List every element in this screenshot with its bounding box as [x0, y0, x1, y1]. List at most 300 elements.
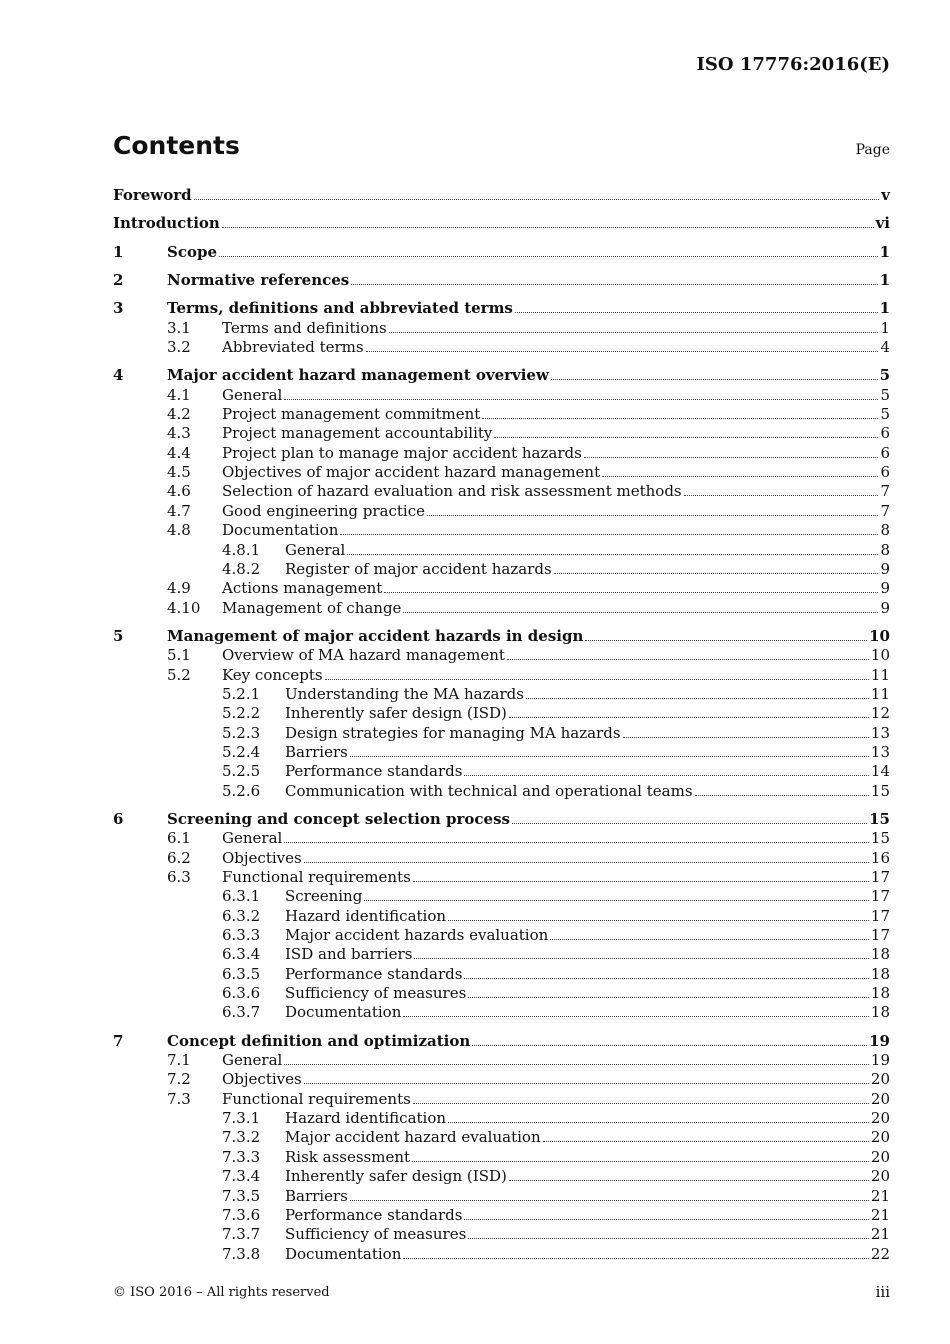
toc-entry[interactable]: [113, 521, 890, 540]
toc-entry-title[interactable]: General: [222, 829, 283, 848]
dot-leader: [325, 666, 869, 680]
toc-entry-line: [285, 560, 890, 579]
toc-entry-page: 9: [880, 598, 890, 617]
toc-entry-number: 6: [113, 809, 124, 828]
toc-entry-title[interactable]: Design strategies for managing MA hazards: [285, 723, 621, 742]
toc-entry-number: 4.6: [167, 482, 191, 501]
toc-entry-number: 6.3.2: [222, 906, 261, 925]
toc-entry-title[interactable]: Actions management: [222, 579, 383, 598]
dot-leader: [551, 366, 878, 380]
toc-entry-page: 1: [880, 318, 890, 337]
toc-entry-page: 17: [870, 906, 890, 925]
dot-leader: [304, 849, 869, 863]
toc-entry-page: 20: [870, 1109, 890, 1128]
toc-entry-line: [222, 666, 890, 685]
toc-entry-title[interactable]: Normative references: [167, 271, 350, 290]
toc-entry-number: 4.3: [167, 424, 191, 443]
toc-entry[interactable]: [113, 926, 890, 945]
toc-entry-title[interactable]: Terms and definitions: [222, 318, 387, 337]
dot-leader: [526, 685, 869, 699]
dot-leader: [340, 521, 878, 535]
toc-entry-line: [285, 743, 890, 762]
toc-entry-number: 6.3.7: [222, 1003, 261, 1022]
toc-entry[interactable]: [113, 1051, 890, 1070]
toc-entry-line: [167, 366, 890, 385]
toc-entry-title[interactable]: Major accident hazards evaluation: [285, 926, 549, 945]
toc-entry-line: [222, 482, 890, 501]
dot-leader: [351, 271, 877, 285]
toc-entry-line: [167, 810, 890, 829]
toc-entry-title[interactable]: Abbreviated terms: [222, 338, 364, 357]
toc-entry-title[interactable]: Project plan to manage major accident hazards: [222, 443, 582, 462]
dot-leader: [194, 186, 880, 200]
toc-entry-number: 4.9: [167, 579, 191, 598]
toc-entry-title[interactable]: Major accident hazard management overview: [167, 366, 549, 385]
toc-entry-page: 20: [870, 1167, 890, 1186]
toc-entry-line: [285, 685, 890, 704]
dot-leader: [507, 646, 869, 660]
dot-leader: [304, 1070, 869, 1084]
toc-entry-title[interactable]: Management of change: [222, 598, 402, 617]
toc-entry-page: 17: [870, 926, 890, 945]
toc-entry-title[interactable]: Project management accountability: [222, 424, 493, 443]
toc-entry-title[interactable]: Overview of MA hazard management: [222, 646, 505, 665]
toc-entry-page: 17: [870, 868, 890, 886]
toc-entry-title[interactable]: Inherently safer design (ISD): [285, 704, 507, 723]
toc-entry[interactable]: [113, 1128, 890, 1147]
toc-entry-number: 6.3.5: [222, 964, 261, 983]
toc-entry-line: [222, 1090, 890, 1109]
toc-entry[interactable]: [113, 945, 890, 964]
toc-entry-title[interactable]: Objectives: [222, 848, 302, 867]
dot-leader: [550, 926, 869, 940]
toc-entry-page: 20: [870, 1128, 890, 1147]
toc-entry-title[interactable]: Sufficiency of measures: [285, 984, 467, 1003]
toc-entry-line: [285, 1225, 890, 1244]
toc-entry-number: 7.3.3: [222, 1147, 261, 1166]
dot-leader: [219, 243, 878, 257]
toc-entry-title[interactable]: General: [285, 540, 346, 559]
toc-entry-title[interactable]: Introduction: [113, 214, 220, 233]
toc-entry-number: 5.2.3: [222, 723, 261, 742]
toc-entry-number: 5.2.2: [222, 704, 261, 723]
toc-entry[interactable]: [113, 463, 890, 482]
dot-leader: [284, 1051, 869, 1065]
toc-entry[interactable]: [113, 319, 890, 338]
toc-entry-line: [285, 1148, 890, 1167]
toc-entry[interactable]: [113, 724, 890, 743]
toc-entry[interactable]: [113, 965, 890, 984]
toc-entry-line: [222, 386, 890, 405]
toc-entry-page: 6: [880, 443, 890, 462]
toc-entry-page: 17: [870, 887, 890, 906]
toc-entry-line: [222, 868, 890, 887]
toc-entry-title[interactable]: Risk assessment: [285, 1147, 411, 1166]
toc-entry-number: 3: [113, 299, 124, 318]
toc-entry-line: [285, 1245, 890, 1264]
toc-entry-page: 1: [879, 242, 890, 261]
toc-entry-title[interactable]: Key concepts: [222, 665, 323, 684]
toc-entry-title[interactable]: Terms, definitions and abbreviated terms: [167, 299, 513, 318]
toc-entry[interactable]: [113, 762, 890, 781]
toc-entry-line: [285, 926, 890, 945]
toc-entry[interactable]: [113, 868, 890, 887]
dot-leader: [384, 579, 878, 593]
toc-entry-page: 12: [870, 704, 890, 723]
toc-entry-page: 11: [870, 665, 890, 684]
toc-entry-number: 7.3.1: [222, 1109, 261, 1128]
toc-entry-page: 13: [870, 742, 890, 761]
toc-entry[interactable]: [113, 1070, 890, 1089]
toc-entry[interactable]: [113, 579, 890, 598]
toc-entry-title[interactable]: Barriers: [285, 742, 348, 761]
dot-leader: [448, 1109, 869, 1123]
toc-entry-line: [167, 627, 890, 646]
toc-entry-line: [222, 444, 890, 463]
dot-leader: [515, 299, 878, 313]
toc-entry-line: [113, 186, 890, 205]
toc-entry-number: 5: [113, 626, 124, 645]
toc-entry-line: [285, 724, 890, 743]
toc-entry[interactable]: [113, 541, 890, 560]
toc-entry[interactable]: [113, 186, 890, 205]
toc-entry-page: 11: [870, 684, 890, 703]
toc-entry-title[interactable]: General: [222, 385, 283, 404]
toc-entry-number: 4.10: [167, 598, 201, 617]
toc-entry-line: [167, 271, 890, 290]
toc-entry[interactable]: [113, 338, 890, 357]
toc-entry-line: [222, 646, 890, 665]
toc-entry-title[interactable]: Performance standards: [285, 762, 463, 781]
toc-entry-page: 8: [880, 540, 890, 559]
toc-entry-number: 6.3.6: [222, 984, 261, 1003]
toc-entry[interactable]: [113, 1003, 890, 1022]
toc-entry[interactable]: [113, 243, 890, 262]
dot-leader: [554, 560, 879, 574]
toc-entry-title[interactable]: Barriers: [285, 1186, 348, 1205]
toc-entry[interactable]: [113, 1148, 890, 1167]
toc-entry-line: [285, 965, 890, 984]
toc-entry-page: 21: [870, 1225, 890, 1244]
toc-entry-line: [167, 299, 890, 318]
toc-entry-number: 7.3.7: [222, 1225, 261, 1244]
toc-entry[interactable]: [113, 782, 890, 801]
toc-entry-number: 7: [113, 1031, 124, 1050]
toc-entry-number: 4.8.2: [222, 559, 261, 578]
toc-entry-number: 4.8: [167, 521, 191, 540]
page-column-label: Page: [855, 142, 890, 158]
toc-entry[interactable]: [113, 685, 890, 704]
toc-entry-number: 5.2: [167, 665, 191, 684]
dot-leader: [684, 482, 879, 496]
toc-entry[interactable]: [113, 1109, 890, 1128]
toc-entry-title[interactable]: Documentation: [285, 1244, 402, 1263]
toc-entry[interactable]: [113, 907, 890, 926]
toc-entry-page: vi: [875, 214, 890, 233]
toc-entry-line: [285, 984, 890, 1003]
dot-leader: [602, 463, 878, 477]
toc-entry-number: 5.2.5: [222, 762, 261, 781]
toc-entry-number: 6.3.1: [222, 887, 261, 906]
toc-entry-number: 4.8.1: [222, 540, 261, 559]
toc-entry-line: [285, 1206, 890, 1225]
toc-entry-line: [285, 907, 890, 926]
dot-leader: [284, 829, 869, 843]
toc-entry-page: 18: [870, 984, 890, 1003]
dot-leader: [448, 907, 869, 921]
dot-leader: [222, 214, 874, 228]
toc-entry-number: 2: [113, 271, 124, 290]
dot-leader: [427, 502, 878, 516]
copyright-notice: © ISO 2016 – All rights reserved: [113, 1285, 330, 1300]
dot-leader: [413, 1090, 869, 1104]
toc-entry-title[interactable]: Project management commitment: [222, 405, 481, 424]
toc-entry[interactable]: [113, 810, 890, 829]
dot-leader: [623, 724, 869, 738]
toc-entry-page: 1: [879, 271, 890, 290]
dot-leader: [412, 1148, 869, 1162]
toc-entry-number: 4.7: [167, 501, 191, 520]
toc-entry-number: 4.1: [167, 385, 191, 404]
dot-leader: [403, 599, 878, 613]
toc-entry-line: [285, 1003, 890, 1022]
toc-entry[interactable]: [113, 386, 890, 405]
toc-entry-page: 16: [870, 848, 890, 867]
toc-entry-page: 7: [880, 482, 890, 501]
toc-entry-line: [285, 1128, 890, 1147]
toc-entry[interactable]: [113, 1032, 890, 1051]
toc-entry-number: 7.3.8: [222, 1244, 261, 1263]
toc-entry[interactable]: [113, 214, 890, 233]
toc-entry-page: 19: [869, 1031, 890, 1050]
toc-entry-number: 7.3: [167, 1089, 191, 1108]
toc-entry-title[interactable]: Sufficiency of measures: [285, 1225, 467, 1244]
toc-entry-title[interactable]: Inherently safer design (ISD): [285, 1167, 507, 1186]
dot-leader: [695, 782, 869, 796]
toc-entry[interactable]: [113, 627, 890, 646]
toc-entry-page: 8: [880, 521, 890, 540]
toc-entry-line: [222, 521, 890, 540]
toc-entry-title[interactable]: Functional requirements: [222, 868, 411, 886]
dot-leader: [413, 868, 869, 882]
toc-entry[interactable]: [113, 1167, 890, 1186]
dot-leader: [468, 1225, 869, 1239]
toc-entry-number: 6.1: [167, 829, 191, 848]
toc-entry-page: 21: [870, 1205, 890, 1224]
toc-entry[interactable]: [113, 1187, 890, 1206]
toc-entry-number: 5.2.4: [222, 742, 261, 761]
toc-entry-title[interactable]: Performance standards: [285, 1205, 463, 1224]
toc-entry-number: 4.5: [167, 463, 191, 482]
toc-entry-page: 15: [869, 809, 890, 828]
toc-entry[interactable]: [113, 444, 890, 463]
toc-entry-number: 5.2.1: [222, 684, 261, 703]
toc-entry[interactable]: [113, 1245, 890, 1264]
dot-leader: [347, 541, 878, 555]
dot-leader: [389, 319, 879, 333]
toc-entry-title[interactable]: Understanding the MA hazards: [285, 684, 524, 703]
toc-entry-line: [113, 214, 890, 233]
dot-leader: [350, 743, 869, 757]
toc-entry[interactable]: [113, 424, 890, 443]
toc-entry-line: [222, 599, 890, 618]
dot-leader: [403, 1003, 869, 1017]
toc-entry-title[interactable]: Documentation: [222, 521, 339, 540]
toc-entry-title[interactable]: Functional requirements: [222, 1089, 411, 1108]
toc-entry-page: 4: [880, 338, 890, 357]
toc-entry[interactable]: [113, 704, 890, 723]
toc-entry-page: 10: [870, 646, 890, 665]
toc-entry-number: 7.2: [167, 1070, 191, 1089]
toc-entry-number: 1: [113, 242, 124, 261]
toc-entry[interactable]: [113, 405, 890, 424]
toc-entry-line: [167, 243, 890, 262]
toc-entry-title[interactable]: Documentation: [285, 1003, 402, 1022]
toc-entry-title[interactable]: Objectives of major accident hazard management: [222, 463, 601, 482]
page-number: iii: [875, 1283, 890, 1301]
document-id: ISO 17776:2016(E): [696, 54, 890, 75]
toc-entry-page: 5: [880, 385, 890, 404]
toc-entry[interactable]: [113, 599, 890, 618]
toc-entry-title[interactable]: Register of major accident hazards: [285, 559, 552, 578]
toc-entry-title[interactable]: Good engineering practice: [222, 501, 425, 520]
toc-entry-number: 7.3.2: [222, 1128, 261, 1147]
toc-entry-number: 6.3: [167, 868, 191, 886]
toc-entry-page: 18: [870, 964, 890, 983]
toc-entry-line: [285, 1187, 890, 1206]
toc-entry-line: [167, 1032, 890, 1051]
toc-entry[interactable]: [113, 502, 890, 521]
toc-entry-title[interactable]: ISD and barriers: [285, 945, 413, 964]
toc-entry-number: 5.1: [167, 646, 191, 665]
toc-entry-number: 4: [113, 366, 124, 385]
toc-entry-page: 20: [870, 1089, 890, 1108]
toc-entry-title[interactable]: Hazard identification: [285, 906, 447, 925]
toc-entry-page: 7: [880, 501, 890, 520]
toc-entry-line: [222, 579, 890, 598]
dot-leader: [468, 984, 869, 998]
toc-entry-line: [222, 319, 890, 338]
dot-leader: [543, 1128, 869, 1142]
toc-entry-title[interactable]: Scope: [167, 242, 218, 261]
toc-entry[interactable]: [113, 887, 890, 906]
toc-entry-line: [285, 762, 890, 781]
dot-leader: [464, 965, 868, 979]
toc-entry[interactable]: [113, 984, 890, 1003]
toc-entry-title[interactable]: Screening and concept selection process: [167, 809, 510, 828]
table-of-contents: [113, 186, 890, 1264]
toc-entry-title[interactable]: Screening: [285, 887, 363, 906]
toc-entry[interactable]: [113, 1090, 890, 1109]
toc-entry-number: 7.3.6: [222, 1205, 261, 1224]
toc-entry[interactable]: [113, 560, 890, 579]
toc-entry[interactable]: [113, 271, 890, 290]
toc-entry-title[interactable]: General: [222, 1051, 283, 1070]
toc-entry-page: 9: [880, 559, 890, 578]
dot-leader: [414, 945, 869, 959]
toc-entry-number: 6.3.4: [222, 945, 261, 964]
toc-entry-page: 22: [870, 1244, 890, 1263]
toc-entry-number: 4.2: [167, 405, 191, 424]
dot-leader: [482, 405, 878, 419]
toc-entry-page: 1: [879, 299, 890, 318]
toc-entry-page: 6: [880, 463, 890, 482]
toc-entry-line: [285, 1109, 890, 1128]
toc-entry-page: 20: [870, 1070, 890, 1089]
toc-entry[interactable]: [113, 1225, 890, 1244]
toc-entry[interactable]: [113, 666, 890, 685]
dot-leader: [464, 762, 868, 776]
dot-leader: [585, 627, 867, 641]
toc-entry-line: [222, 1070, 890, 1089]
toc-entry-page: 10: [869, 626, 890, 645]
toc-entry-number: 3.2: [167, 338, 191, 357]
toc-entry[interactable]: [113, 646, 890, 665]
toc-entry-page: 5: [880, 405, 890, 424]
toc-entry-page: 15: [870, 781, 890, 800]
toc-entry-page: 21: [870, 1186, 890, 1205]
toc-entry-title[interactable]: Foreword: [113, 186, 192, 204]
toc-entry-number: 6.2: [167, 848, 191, 867]
toc-entry-line: [222, 463, 890, 482]
toc-entry-title[interactable]: Management of major accident hazards in design: [167, 626, 584, 645]
toc-entry[interactable]: [113, 482, 890, 501]
toc-entry-line: [222, 1051, 890, 1070]
toc-entry-page: 14: [870, 762, 890, 781]
toc-entry-line: [285, 541, 890, 560]
dot-leader: [364, 887, 869, 901]
toc-entry[interactable]: [113, 829, 890, 848]
toc-entry-title[interactable]: Concept definition and optimization: [167, 1031, 471, 1050]
toc-entry-page: 6: [880, 424, 890, 443]
toc-entry-number: 7.1: [167, 1051, 191, 1070]
toc-entry-title[interactable]: Major accident hazard evaluation: [285, 1128, 541, 1147]
toc-entry[interactable]: [113, 849, 890, 868]
toc-entry-line: [222, 829, 890, 848]
toc-entry-number: 3.1: [167, 318, 191, 337]
toc-entry-page: 15: [870, 829, 890, 848]
toc-entry-title[interactable]: Communication with technical and operational teams: [285, 781, 693, 800]
toc-entry-title[interactable]: Objectives: [222, 1070, 302, 1089]
toc-entry[interactable]: [113, 299, 890, 318]
dot-leader: [584, 444, 879, 458]
toc-entry-page: 13: [870, 723, 890, 742]
toc-entry-title[interactable]: Performance standards: [285, 964, 463, 983]
toc-entry[interactable]: [113, 1206, 890, 1225]
dot-leader: [350, 1187, 869, 1201]
dot-leader: [366, 338, 879, 352]
toc-entry-page: 19: [870, 1051, 890, 1070]
toc-entry-line: [222, 338, 890, 357]
toc-entry[interactable]: [113, 743, 890, 762]
toc-entry-title[interactable]: Hazard identification: [285, 1109, 447, 1128]
toc-entry-line: [285, 782, 890, 801]
toc-entry-page: 9: [880, 579, 890, 598]
dot-leader: [284, 386, 878, 400]
toc-entry-page: v: [881, 186, 890, 204]
toc-entry-line: [285, 1167, 890, 1186]
dot-leader: [512, 810, 867, 824]
toc-entry-number: 4.4: [167, 443, 191, 462]
dot-leader: [494, 424, 878, 438]
toc-entry-page: 18: [870, 1003, 890, 1022]
dot-leader: [464, 1206, 868, 1220]
dot-leader: [472, 1032, 867, 1046]
toc-entry-title[interactable]: Selection of hazard evaluation and risk assessment methods: [222, 482, 682, 501]
dot-leader: [509, 1167, 869, 1181]
toc-entry-number: 6.3.3: [222, 926, 261, 945]
toc-entry[interactable]: [113, 366, 890, 385]
